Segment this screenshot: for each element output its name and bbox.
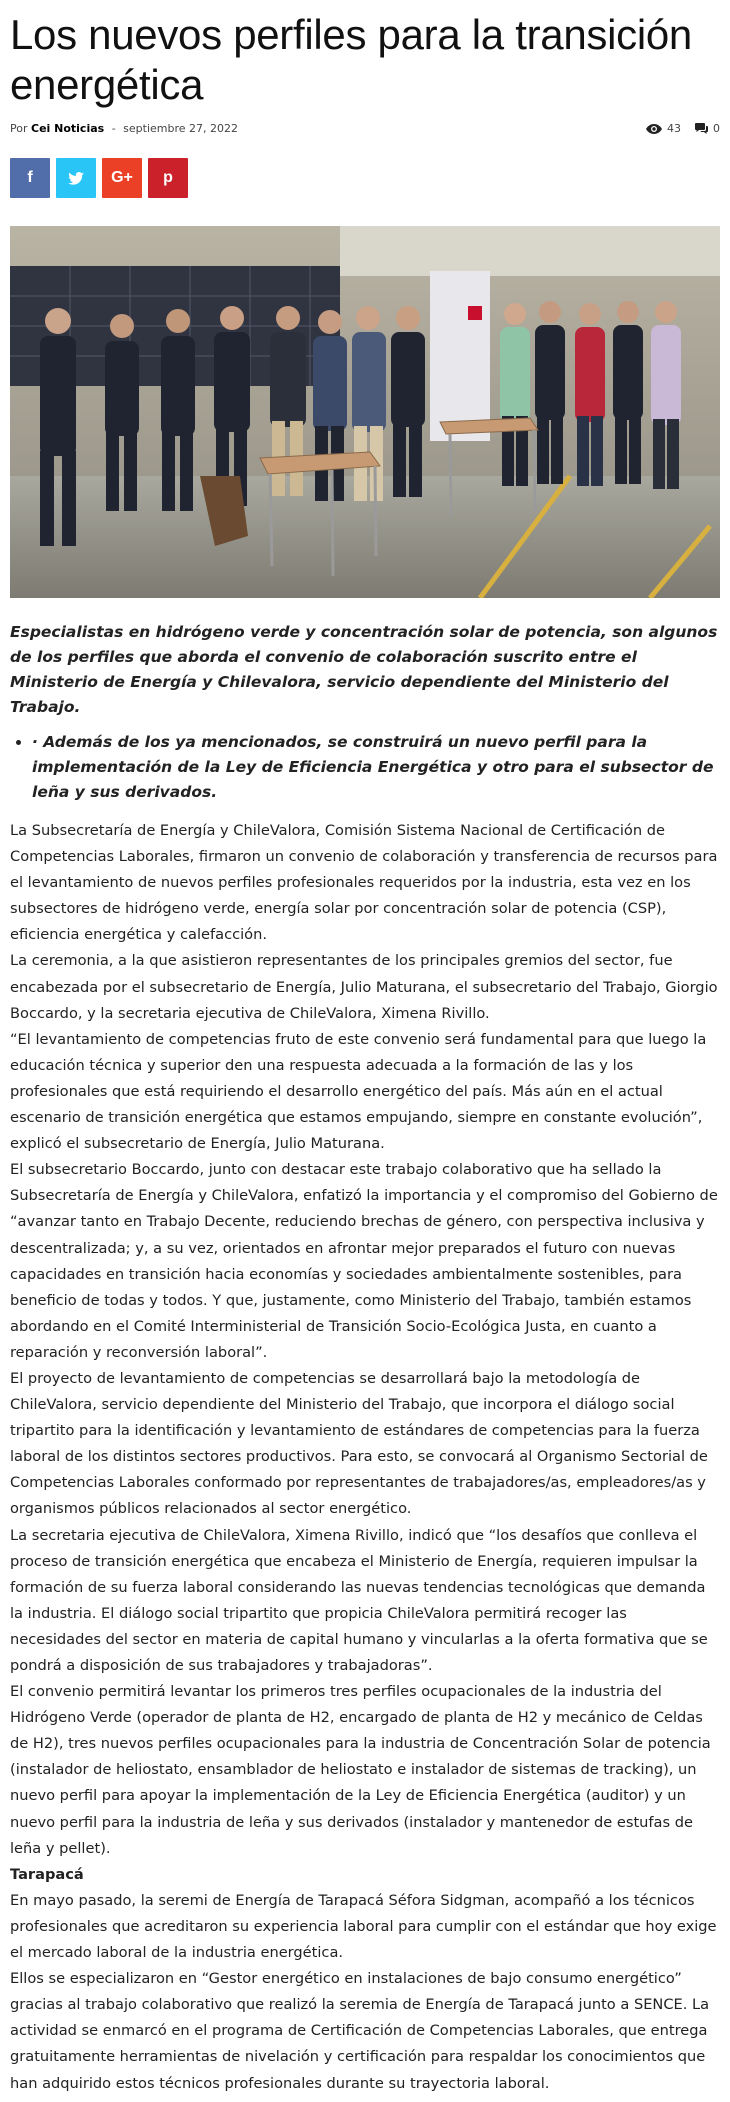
article-body [10,818,720,2097]
views-counter [646,122,681,135]
article [10,0,720,2092]
facebook-share-button[interactable] [10,158,50,198]
group-photo [10,226,720,598]
twitter-share-button[interactable] [56,158,96,198]
paragraph: La Subsecretaría de Energía y ChileValora, Comisión Sistema Nacional de Certificación de Competencias Laborales, firmaron un convenio de colaboración y transferencia de recursos para el levantamiento de nuevos perfiles profesionales requeridos por la industria, esta vez en los subsectores de hidrógeno verde, energía solar por concentración solar de potencia (CSP), eficiencia energética y calefacción. [10,822,718,944]
article-title: Los nuevos perfiles para la transición energética [10,11,692,108]
comments-count: 0 [713,122,720,135]
comment-icon [695,123,708,134]
googleplus-share-button[interactable] [102,158,142,198]
meta-separator: - [111,122,116,135]
paragraph: El proyecto de levantamiento de competencias se desarrollará bajo la metodología de ChileValora, servicio dependiente del Ministerio del Trabajo, que incorpora el diálogo social tripartito para la identificación y levantamiento de estándares de competencias para la fuerza laboral de los distintos sectores productivos. Para esto, se convocará al Organismo Sectorial de Competencias Laborales conformado por representantes de trabajadores/as, empleadores/as y organismos públicos relacionados al sector energético. [10,1369,708,1518]
publish-date: septiembre 27, 2022 [123,122,239,135]
lead-summary: Especialistas en hidrógeno verde y concentración solar de potencia, son algunos de los perfiles que aborda el convenio de colaboración suscrito entre el Ministerio de Energía y Chilevalora, servicio dependiente del Ministerio del Trabajo. [10,623,718,716]
paragraph: La ceremonia, a la que asistieron representantes de los principales gremios del sector, fue encabezada por el subsecretario de Energía, Julio Maturana, el subsecretario del Trabajo, Giorgio Boccardo, y la secretaria ejecutiva de ChileValora, Ximena Rivillo. [10,952,718,1022]
paragraph: En mayo pasado, la seremi de Energía de Tarapacá Séfora Sidgman, acompañó a los técnicos profesionales que acreditaron su experiencia laboral para cumplir con el estándar que hoy exige el mercado laboral de la industria energética. [10,1891,717,1962]
share-buttons [10,158,720,198]
article-stats [632,122,720,135]
section-subheading: Tarapacá [10,1865,84,1883]
views-count: 43 [667,122,681,135]
eye-icon [646,124,662,134]
pinterest-share-button[interactable] [148,158,188,198]
pinterest-icon: p [163,169,173,186]
paragraph: El convenio permitirá levantar los primeros tres perfiles ocupacionales de la industria del Hidrógeno Verde (operador de planta de H2, encargado de planta de H2 y mecánico de Celdas de H2), tres nuevos perfiles ocupacionales para la industria de Concentración Solar de potencia (instalador de heliostato, ensamblador de heliostato e instalador de sistemas de tracking), un nuevo perfil para apoyar la implementación de la Ley de Eficiencia Energética (auditor) y un nuevo perfil para la industria de leña y sus derivados (instalador y mantenedor de estufas de leña y pellet). [10,1683,711,1857]
by-label: Por [10,122,28,135]
paragraph: El subsecretario Boccardo, junto con destacar este trabajo colaborativo que ha sellado la Subsecretaría de Energía y ChileValora, enfatizó la importancia y el compromiso del Gobierno de “avanzar tanto en Trabajo Decente, reduciendo brechas de género, con perspectiva inclusiva y descentralizada; y, a su vez, orientados en afrontar mejor preparados el futuro con nuevas capacidades en transición hacia economías y sociedades ambientalmente sostenibles, para beneficio de todas y todos. Y que, justamente, como Ministerio del Trabajo, también estamos abordando en el Comité Interministerial de Transición Socio-Ecológica Justa, en cuanto a reparación y reconversión laboral”. [10,1161,718,1361]
googleplus-icon: G+ [111,169,133,186]
lead-bullets [10,730,720,805]
paragraph: La secretaria ejecutiva de ChileValora, Ximena Rivillo, indicó que “los desafíos que conlleva el proceso de transición energética que encabeza el Ministerio de Energía, requieren impulsar la formación de su fuerza laboral considerando las nuevas tendencias tecnológicas que demanda la industria. El diálogo social tripartito que propicia ChileValora permitirá recoger las necesidades del sector en materia de capital humano y vincularlas a la oferta formativa que se pondrá a disposición de sus trabajadores y trabajadoras”. [10,1526,708,1674]
article-meta [10,122,720,142]
featured-image [10,226,720,598]
comments-counter[interactable] [695,122,720,135]
twitter-icon [68,172,84,185]
paragraph: “El levantamiento de competencias fruto de este convenio será fundamental para que luego la educación técnica y superior den una respuesta adecuada a la formación de las y los profesionales que está requiriendo el desarrollo energético del país. Más aún en el actual escenario de transición energética que estamos empujando, siempre en constante evolución”, explicó el subsecretario de Energía, Julio Maturana. [10,1030,707,1153]
lead-caption [10,620,720,805]
lead-bullet: • · Además de los ya mencionados, se construirá un nuevo perfil para la implementación de la Ley de Eficiencia Energética y otro para el subsector de leña y sus derivados. [32,730,720,805]
paragraph: Ellos se especializaron en “Gestor energético en instalaciones de bajo consumo energético” gracias al trabajo colaborativo que realizó la seremia de Energía de Tarapacá junto a SENCE. La actividad se enmarcó en el programa de Certificación de Competencias Laborales, que entrega gratuitamente herramientas de nivelación y certificación para respaldar los conocimientos que han adquirido estos técnicos profesionales durante su trayectoria laboral. [10,1970,710,2092]
author-link[interactable]: Cei Noticias [31,122,105,135]
facebook-icon: f [27,169,33,186]
